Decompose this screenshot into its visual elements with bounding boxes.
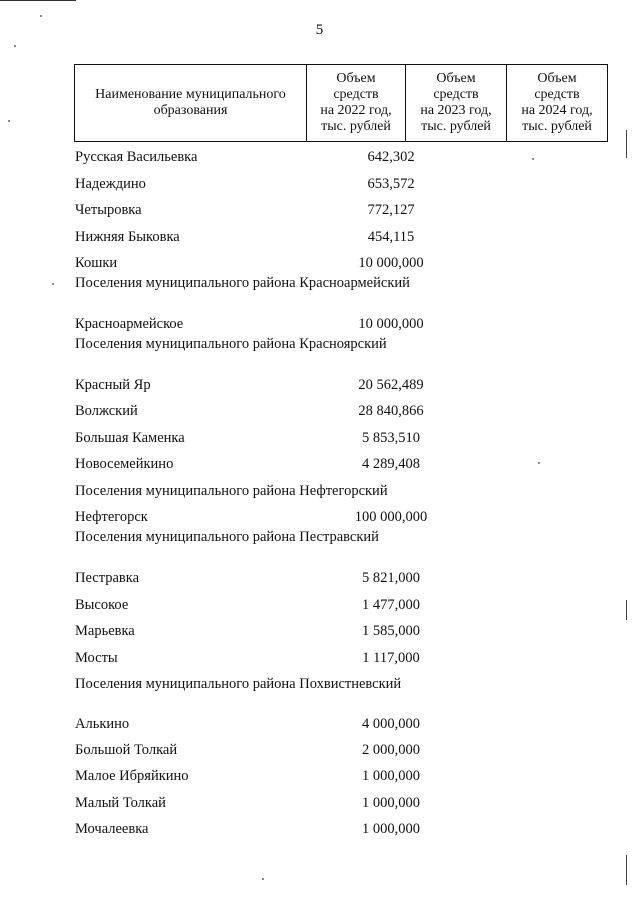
group-title-krasnoarmeysky: Поселения муниципального района Красноармейский	[75, 275, 410, 291]
amount-2022: 1 585,000	[362, 623, 420, 639]
amount-2022: 454,115	[367, 229, 415, 245]
amount-2022: 1 477,000	[362, 597, 420, 613]
scan-speck	[262, 878, 264, 880]
amount-2022: 4 289,408	[362, 456, 420, 472]
amount-2022: 5 853,510	[362, 430, 420, 446]
municipality-name: Красноармейское	[75, 316, 184, 332]
scan-speck	[14, 45, 16, 47]
amount-2022: 1 000,000	[362, 795, 420, 811]
municipality-name: Четыровка	[75, 202, 142, 218]
municipality-name: Малое Ибряйкино	[75, 768, 189, 784]
municipality-name: Малый Толкай	[75, 795, 166, 811]
municipality-name: Русская Васильевка	[75, 149, 198, 165]
group-title-pokhvistnevsky: Поселения муниципального района Похвистневский	[75, 676, 402, 692]
amount-2022: 2 000,000	[362, 742, 420, 758]
amount-2022: 642,302	[367, 149, 415, 165]
scan-speck	[8, 120, 10, 122]
municipality-name: Новосемейкино	[75, 456, 174, 472]
group-title-neftegorsky: Поселения муниципального района Нефтегорский	[75, 483, 388, 499]
amount-2022: 653,572	[367, 176, 415, 192]
municipality-name: Красный Яр	[75, 377, 151, 393]
group-title-pestravsky: Поселения муниципального района Пестравский	[75, 529, 379, 545]
header-amount-2022: Объем средств на 2022 год, тыс. рублей	[307, 65, 406, 142]
header-municipality-name: Наименование муниципального образования	[75, 65, 307, 142]
amount-2022: 28 840,866	[358, 403, 424, 419]
municipality-name: Большая Каменка	[75, 430, 185, 446]
municipality-name: Большой Толкай	[75, 742, 178, 758]
municipality-name: Марьевка	[75, 623, 135, 639]
scan-side-line	[626, 600, 627, 620]
amount-2022: 1 000,000	[362, 768, 420, 784]
header-amount-2023: Объем средств на 2023 год, тыс. рублей	[406, 65, 507, 142]
amount-2022: 5 821,000	[362, 570, 420, 586]
group-title-krasnoyarsky: Поселения муниципального района Красноярский	[75, 336, 387, 352]
municipality-name: Нижняя Быковка	[75, 229, 180, 245]
municipality-name: Пестравка	[75, 570, 140, 586]
amount-2022: 20 562,489	[358, 377, 424, 393]
municipality-name: Алькино	[75, 716, 130, 732]
scan-speck	[52, 283, 54, 285]
amount-2022: 772,127	[367, 202, 415, 218]
scan-speck	[532, 158, 534, 160]
municipality-name: Кошки	[75, 255, 118, 271]
scan-speck	[40, 15, 42, 17]
municipality-name: Мочалеевка	[75, 821, 149, 837]
scan-edge-line	[0, 0, 76, 1]
page-number: 5	[315, 22, 324, 38]
amount-2022: 4 000,000	[362, 716, 420, 732]
municipality-name: Надеждино	[75, 176, 146, 192]
scan-side-line	[626, 855, 627, 885]
amount-2022: 10 000,000	[358, 316, 424, 332]
municipality-name: Высокое	[75, 597, 129, 613]
municipality-name: Нефтегорск	[75, 509, 148, 525]
amount-2022: 1 117,000	[362, 650, 420, 666]
scan-speck	[538, 462, 540, 464]
header-table	[74, 64, 608, 142]
municipality-name: Мосты	[75, 650, 118, 666]
municipality-name: Волжский	[75, 403, 138, 419]
amount-2022: 100 000,000	[354, 509, 428, 525]
scan-side-line	[626, 130, 627, 158]
amount-2022: 1 000,000	[362, 821, 420, 837]
amount-2022: 10 000,000	[358, 255, 424, 271]
header-amount-2024: Объем средств на 2024 год, тыс. рублей	[507, 65, 608, 142]
